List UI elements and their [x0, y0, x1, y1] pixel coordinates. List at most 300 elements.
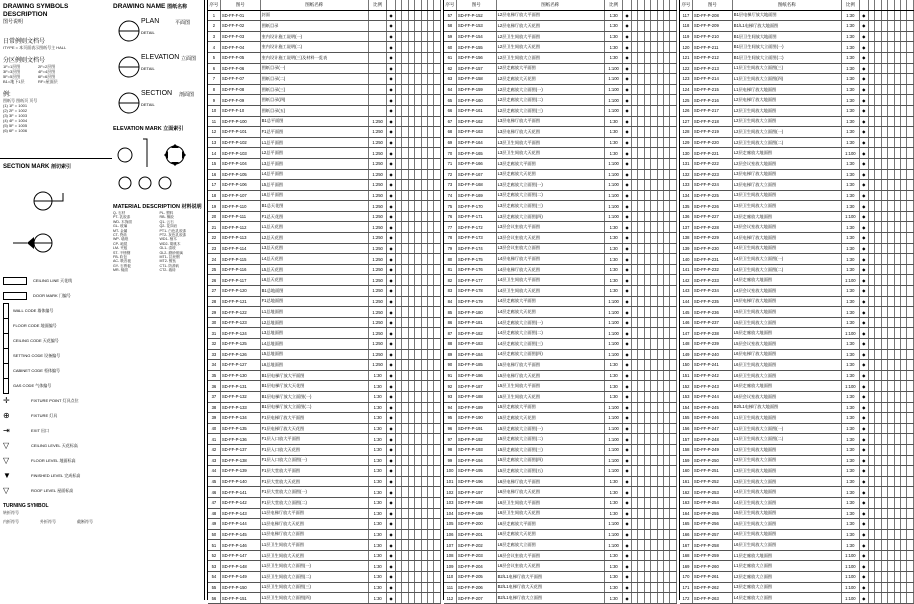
symbol-row: [3, 453, 111, 468]
row-no: 7: [208, 74, 220, 85]
elevation-mark-symbols: [113, 133, 201, 193]
revision-mark-icon: ◆: [860, 370, 869, 381]
row-scale: 1:30: [369, 423, 387, 434]
row-no: 99: [444, 455, 456, 466]
row-name: L3层会议室放大立面图: [496, 243, 604, 254]
row-scale: 1:30: [605, 137, 623, 148]
header-scale: 比例: [369, 0, 387, 10]
blank-cell: [907, 497, 914, 508]
material-item: Q2- 花岗岩: [159, 224, 178, 229]
row-scale: 1:250: [369, 275, 387, 286]
blank-cell: [670, 21, 677, 32]
row-no: 11: [208, 116, 220, 127]
material-item: GL- 玻璃: [113, 224, 128, 229]
revision-mark-icon: ◆: [623, 540, 632, 551]
row-no: 52: [208, 550, 220, 561]
row-code: SD-FF-P-202: [456, 540, 496, 551]
row-scale: 1:30: [841, 31, 859, 42]
row-no: 49: [208, 519, 220, 530]
row-scale: 1:30: [605, 487, 623, 498]
blank-cell: [907, 349, 914, 360]
blank-cell: [907, 328, 914, 339]
mode-b-item: 1F=1层图: [3, 64, 21, 69]
row-no: 75: [444, 201, 456, 212]
row-scale: 1:250: [369, 317, 387, 328]
fixture-icon: ⊕: [3, 410, 10, 420]
example-row: (4) 4F = 1004: [3, 118, 28, 123]
row-scale: 1:250: [369, 328, 387, 339]
row-name: L6总天花图: [260, 275, 368, 286]
blank-cell: [907, 63, 914, 74]
row-code: SD-FF-P-159: [456, 84, 496, 95]
material-item: LM- 夹板: [113, 246, 128, 251]
row-name: L2层走廊放大立面图(一): [496, 84, 604, 95]
table-row: [208, 84, 441, 95]
table-row: [680, 317, 914, 328]
material-item: CT1- 防滑砖: [159, 263, 180, 268]
revision-mark-icon: ◆: [387, 328, 396, 339]
row-name: L1层电梯厅放大平面图: [260, 508, 368, 519]
row-no: 45: [208, 476, 220, 487]
blank-cell: [670, 63, 677, 74]
blank-cell: [670, 95, 677, 106]
material-item: MT1- 拉丝钢: [159, 255, 180, 260]
table-row: [680, 423, 914, 434]
revision-mark-icon: ◆: [623, 127, 632, 138]
row-name: B1层电梯厅放大立面图(二): [260, 402, 368, 413]
legend-column-right: [113, 3, 203, 597]
symbol-cn: 气体编号: [35, 382, 52, 388]
blank-cell: [907, 455, 914, 466]
row-no: 157: [680, 434, 692, 445]
revision-mark-icon: ◆: [623, 158, 632, 169]
blank-cell: [670, 42, 677, 53]
table-header-row: [680, 0, 914, 10]
row-name: L4层走廊放大地面图: [732, 275, 841, 286]
blank-cell: [670, 158, 677, 169]
blank-cell: [670, 317, 677, 328]
table-row: [444, 169, 677, 180]
row-no: 43: [208, 455, 220, 466]
row-code: SD-FF-P-116: [220, 264, 260, 275]
row-name: F1层大堂放大立面图(二): [260, 497, 368, 508]
table-row: [208, 360, 441, 371]
row-code: SD-FF-P-249: [692, 444, 732, 455]
table-row: [680, 434, 914, 445]
row-code: SD-FF-P-102: [220, 137, 260, 148]
table-row: [444, 158, 677, 169]
index-table: [208, 0, 441, 604]
row-scale: [369, 74, 387, 85]
blank-cell: [670, 370, 677, 381]
revision-mark-icon: ◆: [623, 339, 632, 350]
blank-cell: [434, 402, 441, 413]
row-code: SD-FF-P-179: [456, 296, 496, 307]
revision-mark-icon: ◆: [860, 455, 869, 466]
row-code: SD-FF-P-138: [220, 455, 260, 466]
blank-cell: [907, 561, 914, 572]
row-name: L3层走廊放大天花图: [496, 169, 604, 180]
floor-level-icon: ▽: [3, 455, 10, 465]
row-code: SD-FF-P-193: [456, 444, 496, 455]
row-code: SD-FF-P-247: [692, 423, 732, 434]
row-no: 165: [680, 519, 692, 530]
row-code: SD-FF-P-262: [692, 582, 732, 593]
blank-cell: [434, 148, 441, 159]
row-no: 167: [680, 540, 692, 551]
section-cn: 剖面图: [179, 92, 195, 98]
row-code: SD-FF-P-154: [456, 31, 496, 42]
blank-cell: [434, 466, 441, 477]
revision-mark-icon: ◆: [623, 413, 632, 424]
row-scale: 1:30: [841, 360, 859, 371]
row-no: 120: [680, 42, 692, 53]
row-name: L2层走廊放大天花图: [496, 74, 604, 85]
blank-cell: [434, 540, 441, 551]
row-scale: 1:100: [841, 572, 859, 583]
row-code: SD-FF-P-216: [692, 95, 732, 106]
row-scale: 1:30: [841, 137, 859, 148]
table-row: [680, 201, 914, 212]
row-no: 103: [444, 497, 456, 508]
blank-cell: [434, 296, 441, 307]
row-name: L6层走廊放大平面图: [496, 519, 604, 530]
row-no: 166: [680, 529, 692, 540]
row-code: SD-FF-P-165: [456, 148, 496, 159]
turning-symbol-cn: 转折符号: [3, 510, 19, 515]
blank-cell: [434, 370, 441, 381]
row-no: 139: [680, 243, 692, 254]
row-code: SD-FF-P-135: [220, 423, 260, 434]
row-scale: 1:30: [369, 540, 387, 551]
table-row: [444, 423, 677, 434]
revision-mark-icon: ◆: [387, 275, 396, 286]
row-code: SD-FF-P-101: [220, 127, 260, 138]
row-scale: 1:30: [605, 243, 623, 254]
row-name: 图纸目录(二): [260, 74, 368, 85]
table-row: [208, 466, 441, 477]
material-list: [113, 211, 203, 273]
table-row: [680, 497, 914, 508]
revision-mark-icon: ◆: [387, 169, 396, 180]
row-code: SD-FF-P-137: [220, 444, 260, 455]
example-row: (6) 6F = 1006: [3, 128, 28, 133]
index-table-2: [443, 0, 677, 600]
symbol-row: [3, 393, 111, 408]
row-code: SD-FF-P-187: [456, 381, 496, 392]
symbol-row: [3, 348, 111, 363]
row-no: 100: [444, 466, 456, 477]
row-no: 14: [208, 148, 220, 159]
revision-mark-icon: ◆: [623, 169, 632, 180]
row-name: L5层走廊放大立面图(三): [496, 444, 604, 455]
table-row: [444, 455, 677, 466]
row-scale: 1:100: [605, 455, 623, 466]
row-scale: [369, 52, 387, 63]
revision-mark-icon: ◆: [860, 137, 869, 148]
revision-mark-icon: ◆: [387, 360, 396, 371]
row-scale: 1:30: [605, 254, 623, 265]
row-name: 室内设计施工说明(三)及材料一览表: [260, 52, 368, 63]
row-name: L1层电梯厅放大立面图: [260, 529, 368, 540]
row-no: 89: [444, 349, 456, 360]
table-row: [680, 339, 914, 350]
row-name: L2层卫生间放大立面图: [732, 455, 841, 466]
row-no: 162: [680, 487, 692, 498]
row-scale: 1:30: [369, 434, 387, 445]
row-code: SD-FF-P-132: [220, 391, 260, 402]
row-scale: 1:100: [605, 211, 623, 222]
row-code: SD-FF-P-228: [692, 222, 732, 233]
row-name: L2总天花图: [260, 233, 368, 244]
revision-mark-icon: ◆: [860, 519, 869, 530]
revision-mark-icon: ◆: [860, 550, 869, 561]
fixture-point-icon: ✛: [3, 395, 10, 405]
revision-mark-icon: ◆: [860, 529, 869, 540]
row-name: B1总天花图: [260, 201, 368, 212]
row-name: L4层走廊放大立面图(二): [496, 328, 604, 339]
row-no: 88: [444, 339, 456, 350]
table-row: [208, 74, 441, 85]
row-scale: [369, 95, 387, 106]
blank-cell: [434, 476, 441, 487]
table-row: [680, 466, 914, 477]
table-row: [208, 349, 441, 360]
row-scale: 1:30: [605, 476, 623, 487]
blank-cell: [434, 158, 441, 169]
revision-mark-icon: ◆: [860, 95, 869, 106]
blank-cell: [434, 201, 441, 212]
table-row: [680, 381, 914, 392]
symbol-cn: 灯具点位: [62, 397, 79, 403]
row-scale: 1:30: [605, 508, 623, 519]
table-row: [444, 116, 677, 127]
row-scale: 1:30: [369, 497, 387, 508]
row-code: SD-FF-P-244: [692, 391, 732, 402]
revision-mark-icon: ◆: [623, 519, 632, 530]
mode-b-item: 4F=4层图: [38, 69, 56, 74]
row-scale: 1:30: [605, 233, 623, 244]
table-row: [680, 137, 914, 148]
table-row: [444, 52, 677, 63]
row-name: L1层卫生间放大天花图: [260, 550, 368, 561]
row-no: 106: [444, 529, 456, 540]
blank-cell: [907, 360, 914, 371]
row-code: SD-FF-P-131: [220, 381, 260, 392]
revision-mark-icon: ◆: [387, 497, 396, 508]
row-scale: 1:30: [369, 455, 387, 466]
row-name: L4层走廊放大平面图: [496, 296, 604, 307]
row-no: 127: [680, 116, 692, 127]
row-name: L2总平面图: [260, 148, 368, 159]
blank-cell: [670, 211, 677, 222]
row-code: SD-FF-P-146: [220, 540, 260, 551]
mode-a-title: 日常例则文档号: [3, 39, 46, 45]
revision-mark-icon: ◆: [860, 540, 869, 551]
row-code: SD-FF-P-170: [456, 201, 496, 212]
elevation-label: ELEVATION: [141, 54, 180, 61]
revision-mark-icon: ◆: [860, 286, 869, 297]
row-no: 44: [208, 466, 220, 477]
blank-cell: [907, 339, 914, 350]
table-row: [680, 264, 914, 275]
row-scale: 1:30: [605, 561, 623, 572]
symbol-code: FLOOR LEVEL: [31, 457, 59, 463]
row-no: 152: [680, 381, 692, 392]
revision-mark-icon: ◆: [623, 137, 632, 148]
revision-mark-icon: ◆: [387, 561, 396, 572]
table-row: [208, 582, 441, 593]
revision-mark-icon: ◆: [387, 582, 396, 593]
blank-cell: [670, 10, 677, 21]
revision-mark-icon: ◆: [387, 296, 396, 307]
row-scale: 1:100: [605, 201, 623, 212]
table-row: [444, 360, 677, 371]
table-row: [680, 360, 914, 371]
row-no: 18: [208, 190, 220, 201]
revision-mark-icon: ◆: [860, 31, 869, 42]
row-name: L5层卫生间放大立面图: [732, 519, 841, 530]
row-code: SD-FF-P-171: [456, 211, 496, 222]
row-no: 161: [680, 476, 692, 487]
table-row: [444, 519, 677, 530]
section-mark-title: [3, 163, 111, 171]
blank-cell: [670, 275, 677, 286]
row-code: SD-FF-P-245: [692, 402, 732, 413]
row-code: SD-FF-P-103: [220, 148, 260, 159]
row-scale: 1:250: [369, 254, 387, 265]
blank-cell: [670, 52, 677, 63]
table-row: [680, 540, 914, 551]
row-scale: 1:250: [369, 264, 387, 275]
row-name: L2层会议室放大地面图: [732, 158, 841, 169]
blank-cell: [670, 307, 677, 318]
row-no: 4: [208, 42, 220, 53]
revision-mark-icon: ◆: [387, 84, 396, 95]
table-row: [680, 349, 914, 360]
row-code: SD-FF-P-176: [456, 264, 496, 275]
row-scale: 1:100: [605, 519, 623, 530]
blank-cell: [434, 190, 441, 201]
row-name: L4层卫生间放大平面图: [496, 275, 604, 286]
row-scale: 1:30: [605, 116, 623, 127]
revision-mark-icon: ◆: [860, 21, 869, 32]
revision-mark-icon: ◆: [860, 127, 869, 138]
row-scale: 1:30: [605, 52, 623, 63]
header-code: 图号: [692, 0, 732, 10]
row-no: 17: [208, 180, 220, 191]
section-mark-symbols: [3, 171, 111, 271]
blank-cell: [907, 286, 914, 297]
row-code: SD-FF-P-206: [456, 582, 496, 593]
row-name: L3层电梯厅放大地面图: [732, 169, 841, 180]
revision-mark-icon: ◆: [623, 381, 632, 392]
header-no: 序号: [208, 0, 220, 10]
row-name: L3层卫生间放大立面图: [732, 476, 841, 487]
row-scale: 1:250: [369, 307, 387, 318]
blank-cell: [434, 10, 441, 21]
table-row: [208, 328, 441, 339]
row-no: 170: [680, 572, 692, 583]
material-item: GY- 石膏板: [113, 263, 131, 268]
row-code: SD-FF-F-09: [220, 95, 260, 106]
revision-mark-icon: ◆: [623, 508, 632, 519]
row-code: SD-FF-F-03: [220, 31, 260, 42]
row-name: L1层卫生间放大立面图(二): [260, 572, 368, 583]
row-no: 30: [208, 317, 220, 328]
row-no: 34: [208, 360, 220, 371]
row-name: L5层卫生间放大天花图: [496, 391, 604, 402]
ceiling-line-icon: [3, 277, 27, 285]
row-no: 26: [208, 275, 220, 286]
blank-cell: [434, 593, 441, 604]
row-name: L4层电梯厅放大天花图: [496, 264, 604, 275]
revision-mark-icon: ◆: [623, 476, 632, 487]
row-code: SD-FF-P-114: [220, 243, 260, 254]
row-code: SD-FF-P-156: [456, 52, 496, 63]
row-scale: 1:100: [605, 402, 623, 413]
blank-cell: [907, 74, 914, 85]
table-row: [680, 582, 914, 593]
table-row: [208, 180, 441, 191]
row-no: 156: [680, 423, 692, 434]
blank-cell: [670, 222, 677, 233]
revision-mark-icon: ◆: [387, 158, 396, 169]
revision-mark-icon: ◆: [860, 476, 869, 487]
row-code: SD-FF-P-254: [692, 497, 732, 508]
row-code: SD-FF-P-241: [692, 360, 732, 371]
row-name: L2层卫生间放大地面图: [732, 444, 841, 455]
revision-mark-icon: ◆: [623, 360, 632, 371]
row-scale: 1:30: [841, 243, 859, 254]
row-code: SD-FF-P-167: [456, 169, 496, 180]
blank-cell: [434, 31, 441, 42]
row-code: SD-FF-P-140: [220, 476, 260, 487]
row-scale: 1:100: [605, 328, 623, 339]
table-row: [444, 21, 677, 32]
row-name: 图纸目录(四): [260, 95, 368, 106]
symbol-row: [3, 423, 111, 438]
row-name: L3层走廊放大立面图(二): [496, 190, 604, 201]
row-code: SD-FF-P-210: [692, 31, 732, 42]
row-no: 58: [444, 21, 456, 32]
row-name: L1层走廊放大立面图: [732, 561, 841, 572]
turning-symbol-title: TURNING SYMBOL: [3, 503, 49, 509]
row-scale: 1:30: [369, 593, 387, 604]
row-scale: 1:250: [369, 233, 387, 244]
row-no: 28: [208, 296, 220, 307]
header-code: 图号: [220, 0, 260, 10]
table-row: [680, 95, 914, 106]
row-scale: 1:250: [369, 169, 387, 180]
blank-cell: [670, 593, 677, 604]
revision-mark-icon: ◆: [387, 391, 396, 402]
blank-cell: [434, 455, 441, 466]
row-code: SD-FF-P-113: [220, 233, 260, 244]
row-scale: 1:30: [841, 402, 859, 413]
row-scale: 1:30: [841, 127, 859, 138]
row-code: SD-FF-P-192: [456, 434, 496, 445]
blank-cell: [907, 550, 914, 561]
mode-b-item: B1=地下1层: [3, 79, 25, 84]
blank-cell: [670, 413, 677, 424]
table-row: [208, 508, 441, 519]
row-no: 159: [680, 455, 692, 466]
row-no: 53: [208, 561, 220, 572]
row-code: SD-FF-P-125: [220, 339, 260, 350]
row-scale: 1:30: [605, 593, 623, 604]
row-no: 36: [208, 381, 220, 392]
